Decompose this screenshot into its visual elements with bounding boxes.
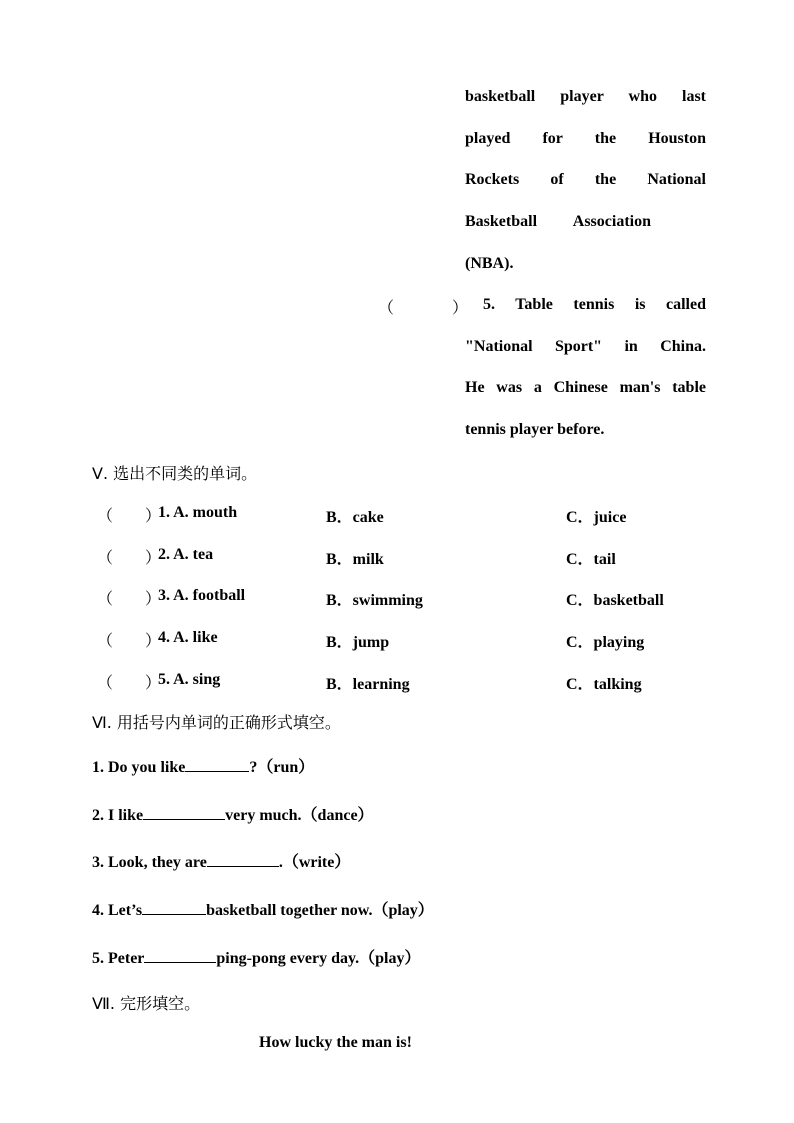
- fill-in-item-2: [92, 802, 374, 825]
- item5-line-3: He was a Chinese man's table: [465, 379, 706, 396]
- section5-heading: Ⅴ. 选出不同类的单词。: [92, 464, 258, 483]
- option-b: B．learning: [326, 676, 410, 693]
- q4-line-4: Basketball Association: [465, 213, 651, 230]
- q4-line-1: basketball player who last: [465, 88, 706, 105]
- fill-in-item-3: [92, 849, 350, 872]
- option-c: C．basketball: [566, 592, 664, 609]
- fill-in-item-1: [92, 754, 314, 777]
- answer-bracket: （ ）: [97, 548, 162, 567]
- option-a: 1. A. mouth: [158, 504, 238, 521]
- answer-bracket: （ ）: [97, 589, 162, 608]
- option-a: 5. A. sing: [158, 671, 221, 688]
- section7-heading: Ⅶ. 完形填空。: [92, 994, 201, 1013]
- item-text: very much.（dance）: [225, 807, 374, 824]
- option-c: C．talking: [566, 676, 642, 693]
- option-b: B．cake: [326, 509, 384, 526]
- answer-blank[interactable]: [207, 852, 279, 867]
- option-c: C．tail: [566, 551, 616, 568]
- answer-bracket: （ ）: [97, 506, 162, 525]
- item-text: ping-pong every day.（play）: [216, 950, 421, 967]
- answer-bracket: （ ）: [97, 673, 162, 692]
- item-text: 1. Do you like: [92, 759, 186, 776]
- item5-line-1: 5. Table tennis is called: [483, 296, 706, 313]
- q4-line-2: played for the Houston: [465, 130, 706, 147]
- option-a: 3. A. football: [158, 587, 246, 604]
- option-c: C．juice: [566, 509, 627, 526]
- passage-title: How lucky the man is!: [259, 1034, 412, 1051]
- item5-line-2: "National Sport" in China.: [465, 338, 706, 355]
- item-text: 4. Let’s: [92, 902, 143, 919]
- option-a: 2. A. tea: [158, 546, 214, 563]
- answer-blank[interactable]: [143, 805, 225, 820]
- option-b: B．milk: [326, 551, 384, 568]
- answer-blank[interactable]: [142, 900, 206, 915]
- option-b: B．jump: [326, 634, 390, 651]
- q4-line-3: Rockets of the National: [465, 171, 706, 188]
- option-b: B．swimming: [326, 592, 423, 609]
- section6-heading: Ⅵ. 用括号内单词的正确形式填空。: [92, 713, 341, 732]
- item-text: .（write）: [278, 854, 351, 871]
- item5-line-4: tennis player before.: [465, 421, 605, 438]
- answer-bracket: （ ）: [97, 631, 162, 650]
- fill-in-item-4: [92, 897, 434, 920]
- answer-bracket-close: ）: [452, 298, 469, 317]
- fill-in-item-5: [92, 945, 420, 968]
- answer-blank[interactable]: [144, 948, 216, 963]
- answer-blank[interactable]: [185, 757, 249, 772]
- q4-line-5: (NBA).: [465, 255, 514, 272]
- item-text: 2. I like: [92, 807, 144, 824]
- item-text: ?（run）: [249, 759, 315, 776]
- item-text: 5. Peter: [92, 950, 145, 967]
- answer-bracket-open: （: [378, 298, 395, 317]
- item-text: basketball together now.（play）: [206, 902, 434, 919]
- item-text: 3. Look, they are: [92, 854, 207, 871]
- option-a: 4. A. like: [158, 629, 218, 646]
- option-c: C．playing: [566, 634, 645, 651]
